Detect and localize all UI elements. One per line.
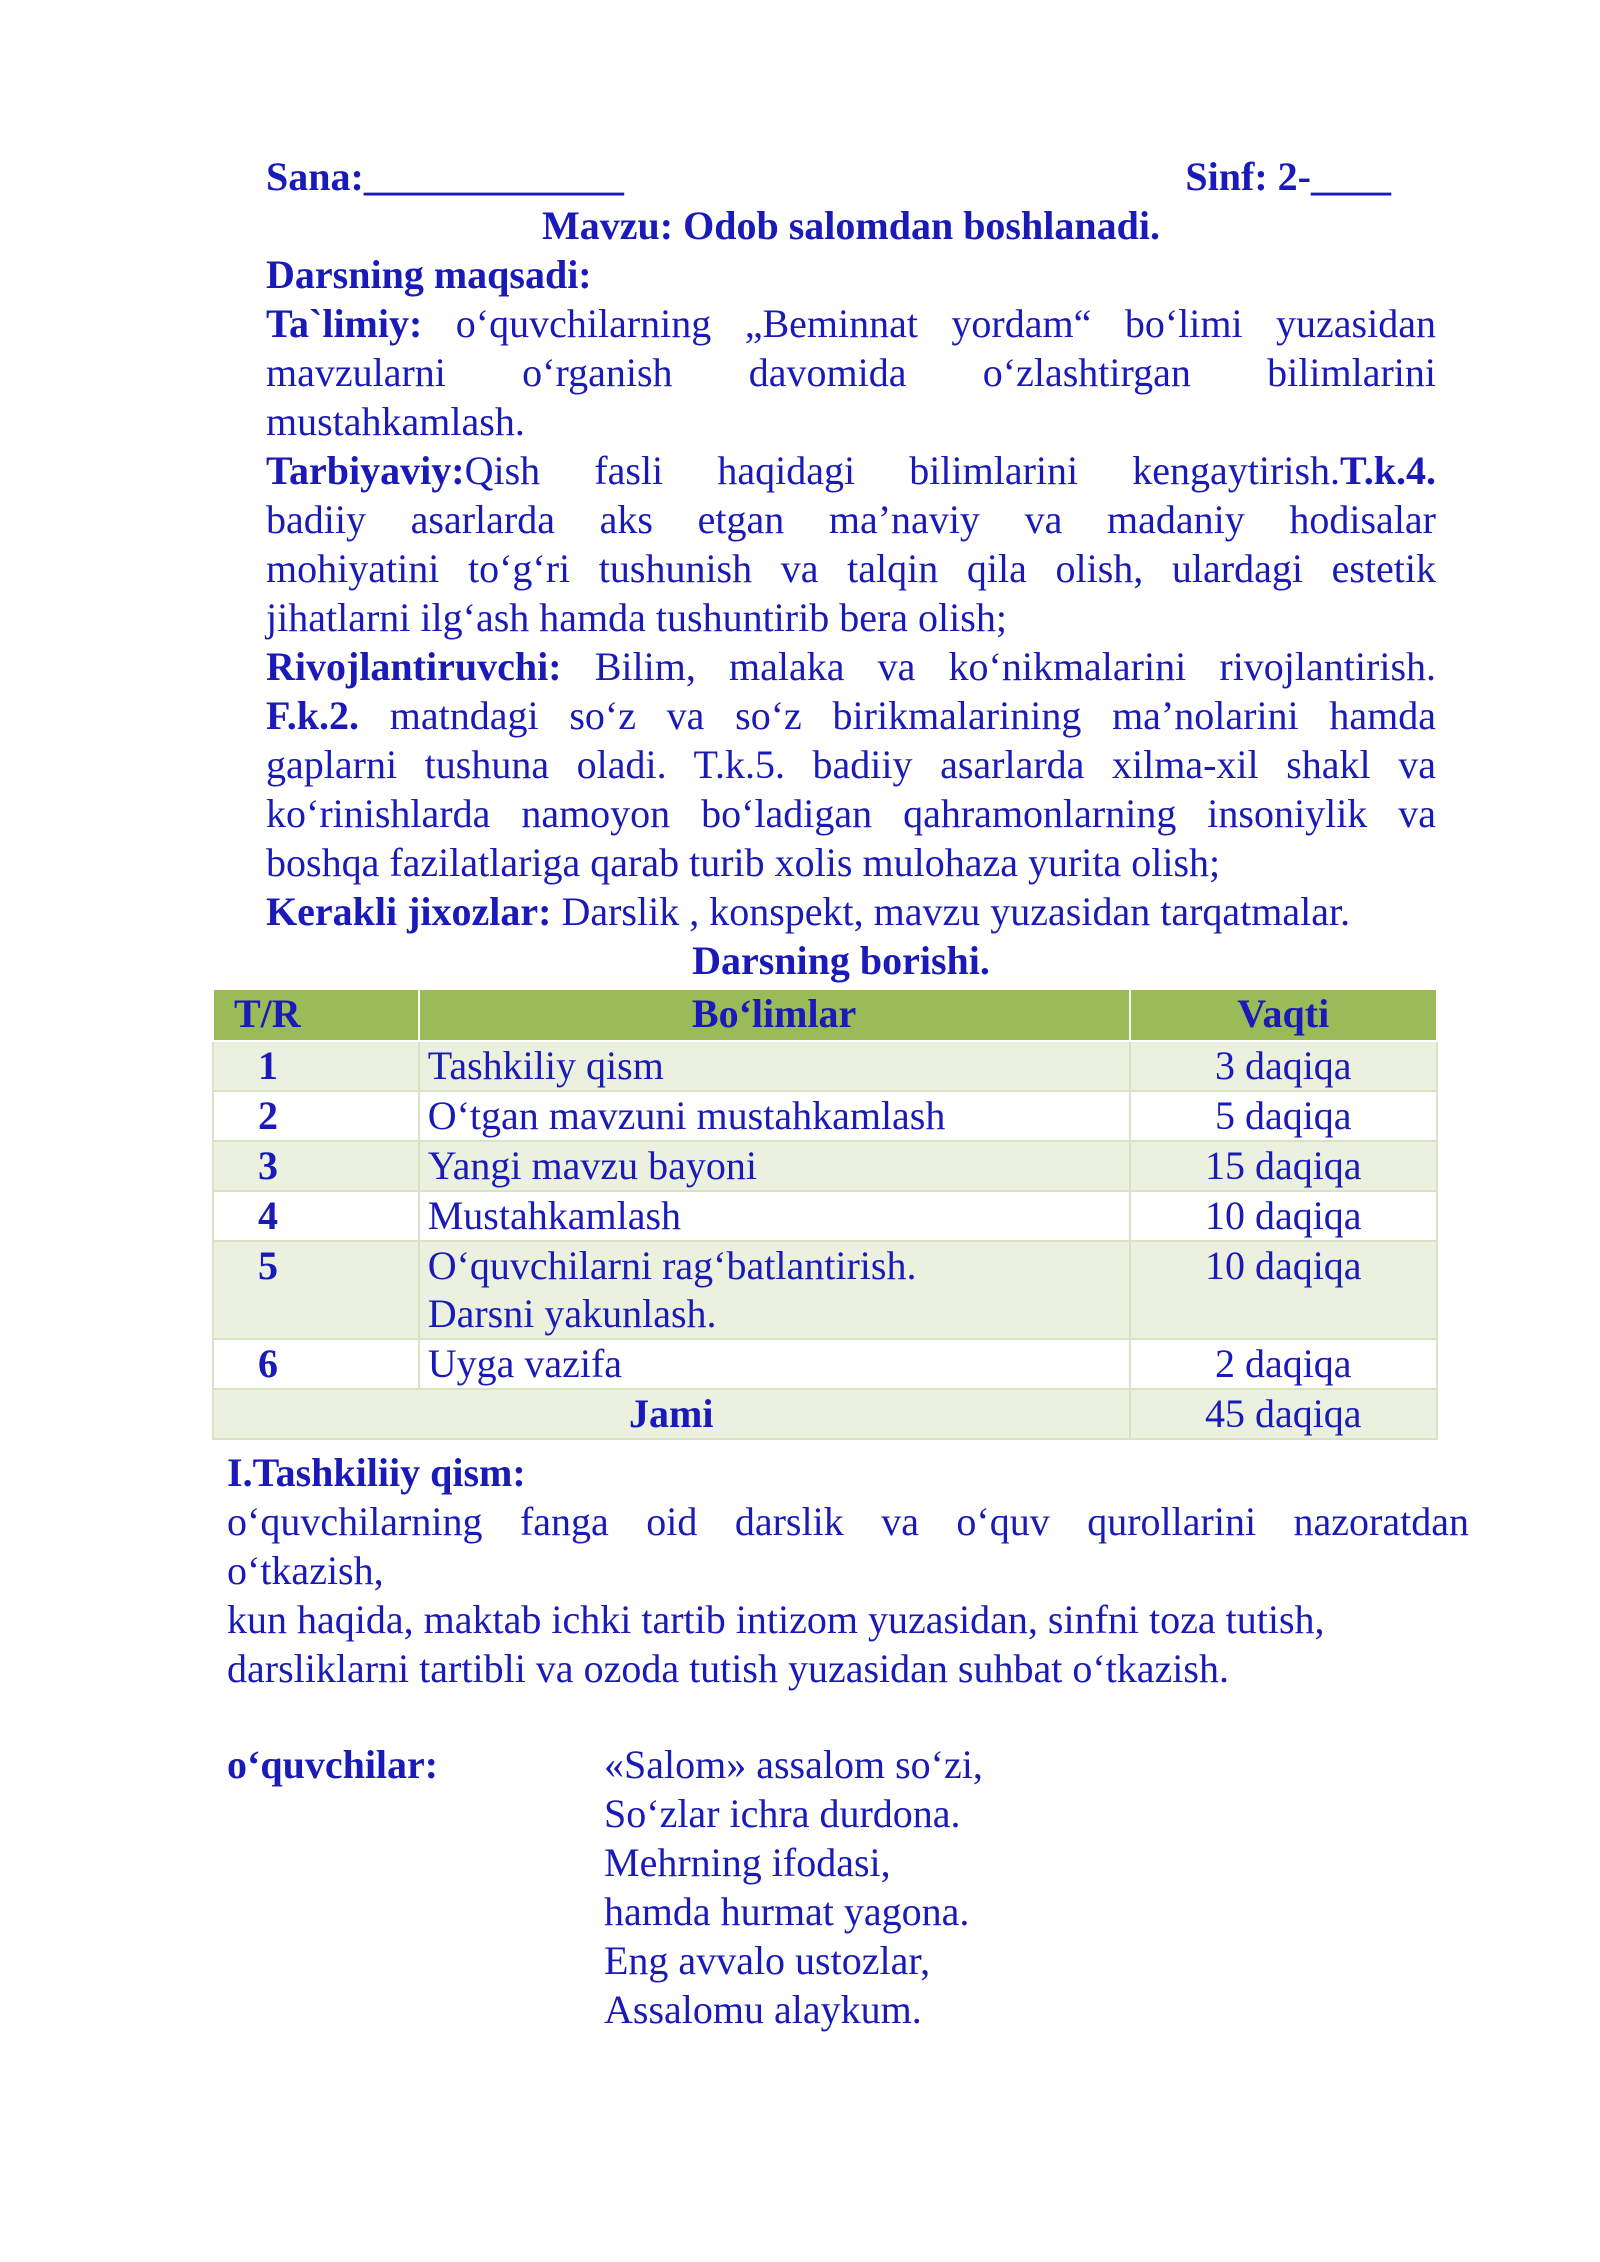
tarbiyaviy-line-4: jihatlarni ilg‘ash hamda tushuntirib bera olish;	[266, 595, 1007, 640]
lesson-topic: Mavzu: Odob salomdan boshlanadi.	[542, 203, 1160, 248]
row-section: Mustahkamlash	[419, 1191, 1130, 1241]
table-total-row	[213, 1389, 1437, 1439]
tarbiyaviy-text: Qish fasli haqidagi bilimlarini kengaytirish.	[464, 448, 1341, 493]
row-number: 6	[213, 1339, 419, 1389]
table-row	[213, 1091, 1437, 1141]
equipment-label: Kerakli jixozlar:	[266, 889, 552, 934]
rivoj-line-4: ko‘rinishlarda namoyon bo‘ladigan qahramonlarning insoniylik va	[266, 791, 1436, 836]
row-section: Tashkiliy qism	[419, 1041, 1130, 1091]
poem-line: Assalomu alaykum.	[604, 1987, 922, 2032]
row-time: 10 daqiqa	[1130, 1241, 1438, 1339]
row-time: 5 daqiqa	[1130, 1091, 1438, 1141]
poem-line: «Salom» assalom so‘zi,	[604, 1742, 983, 1787]
talimiy-label: Ta`limiy:	[266, 301, 423, 346]
table-row	[213, 1191, 1437, 1241]
talimiy-text-1: o‘quvchilarning „Beminnat yordam“ bo‘limi yuzasidan	[455, 301, 1436, 346]
part1-line-1: o‘quvchilarning fanga oid darslik va o‘quv qurollarini nazoratdan	[227, 1499, 1469, 1544]
total-time: 45 daqiqa	[1130, 1389, 1438, 1439]
poem-line: Mehrning ifodasi,	[604, 1840, 891, 1885]
lesson-plan-table	[212, 988, 1438, 1440]
row-number: 4	[213, 1191, 419, 1241]
row-section: O‘tgan mavzuni mustahkamlash	[419, 1091, 1130, 1141]
row-section-line-1: O‘quvchilarni rag‘batlantirish.	[427, 1243, 917, 1288]
poem-line: hamda hurmat yagona.	[604, 1889, 970, 1934]
talimiy-line-2: mavzularni o‘rganish davomida o‘zlashtirgan bilimlarini	[266, 350, 1436, 395]
goals-heading: Darsning maqsadi:	[266, 252, 592, 297]
table-row	[213, 1241, 1437, 1339]
part1-heading: I.Tashkiliiy qism:	[227, 1450, 526, 1495]
row-section	[419, 1241, 1130, 1339]
poem-speaker: o‘quvchilar:	[227, 1742, 439, 1787]
table-header-row	[213, 989, 1437, 1041]
rivoj-text: Bilim, malaka va ko‘nikmalarini rivojlantirish.	[594, 644, 1437, 689]
row-number: 2	[213, 1091, 419, 1141]
talimiy-line-1	[266, 299, 1436, 348]
class-label: Sinf: 2-____	[1185, 154, 1391, 199]
column-header-tr: T/R	[213, 989, 419, 1041]
equipment-text: Darslik , konspekt, mavzu yuzasidan tarqatmalar.	[561, 889, 1351, 934]
tarbiyaviy-line-3: mohiyatini to‘g‘ri tushunish va talqin qila olish, ulardagi estetik	[266, 546, 1436, 591]
date-label: Sana:_____________	[266, 154, 624, 199]
rivoj-code: F.k.2.	[266, 693, 360, 738]
rivoj-line-1	[266, 642, 1436, 691]
rivoj-line-2	[266, 691, 1436, 740]
row-time: 10 daqiqa	[1130, 1191, 1438, 1241]
column-header-sections: Bo‘limlar	[419, 989, 1130, 1041]
column-header-time: Vaqti	[1130, 989, 1438, 1041]
poem-line: So‘zlar ichra durdona.	[604, 1791, 961, 1836]
rivoj-text-2: matndagi so‘z va so‘z birikmalarining ma’nolarini hamda	[389, 693, 1437, 738]
row-number: 3	[213, 1141, 419, 1191]
poem	[604, 1740, 983, 2034]
row-time: 2 daqiqa	[1130, 1339, 1438, 1389]
table-row	[213, 1339, 1437, 1389]
poem-line: Eng avvalo ustozlar,	[604, 1938, 931, 1983]
row-section: Uyga vazifa	[419, 1339, 1130, 1389]
talimiy-line-3: mustahkamlash.	[266, 399, 525, 444]
row-number: 5	[213, 1241, 419, 1339]
row-section-line-2: Darsni yakunlash.	[427, 1291, 717, 1336]
tarbiyaviy-line-2: badiiy asarlarda aks etgan ma’naviy va madaniy hodisalar	[266, 497, 1436, 542]
tarbiyaviy-code: T.k.4.	[1340, 448, 1436, 493]
row-section: Yangi mavzu bayoni	[419, 1141, 1130, 1191]
rivoj-label: Rivojlantiruvchi:	[266, 644, 562, 689]
tarbiyaviy-label: Tarbiyaviy:	[266, 448, 465, 493]
table-row	[213, 1041, 1437, 1091]
row-time: 15 daqiqa	[1130, 1141, 1438, 1191]
equipment-line	[266, 887, 1350, 936]
rivoj-line-5: boshqa fazilatlariga qarab turib xolis mulohaza yurita olish;	[266, 840, 1221, 885]
rivoj-line-3: gaplarni tushuna oladi. T.k.5. badiiy asarlarda xilma-xil shakl va	[266, 742, 1436, 787]
table-row	[213, 1141, 1437, 1191]
part1-line-3: kun haqida, maktab ichki tartib intizom yuzasidan, sinfni toza tutish,	[227, 1597, 1325, 1642]
total-label: Jami	[213, 1389, 1130, 1439]
plan-heading: Darsning borishi.	[692, 938, 990, 983]
row-number: 1	[213, 1041, 419, 1091]
part1-line-2: o‘tkazish,	[227, 1548, 384, 1593]
tarbiyaviy-line-1	[266, 446, 1436, 495]
row-time: 3 daqiqa	[1130, 1041, 1438, 1091]
part1-line-4: darsliklarni tartibli va ozoda tutish yuzasidan suhbat o‘tkazish.	[227, 1646, 1229, 1691]
